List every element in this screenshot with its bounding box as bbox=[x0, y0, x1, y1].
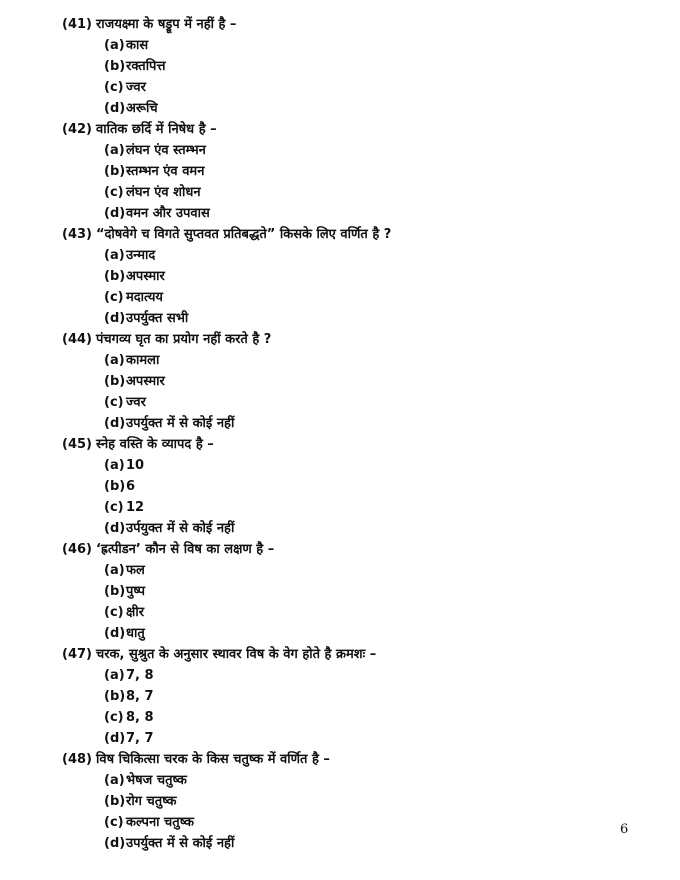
option-list bbox=[104, 140, 622, 224]
option-letter: (c) bbox=[104, 185, 124, 200]
answer-option bbox=[104, 791, 622, 812]
question-block bbox=[62, 539, 622, 644]
option-text: अपस्मार bbox=[126, 374, 165, 389]
answer-option bbox=[104, 413, 622, 434]
option-letter: (c) bbox=[104, 395, 124, 410]
option-text: 7, 7 bbox=[126, 731, 154, 746]
question-number: (46) bbox=[62, 542, 92, 557]
answer-option bbox=[104, 770, 622, 791]
option-text: उर्पयुक्त में से कोई नहीं bbox=[126, 521, 235, 536]
answer-option bbox=[104, 203, 622, 224]
option-list bbox=[104, 350, 622, 434]
option-letter: (a) bbox=[104, 143, 125, 158]
question-block bbox=[62, 749, 622, 854]
answer-option bbox=[104, 812, 622, 833]
answer-option bbox=[104, 560, 622, 581]
option-letter: (d) bbox=[104, 731, 126, 746]
answer-option bbox=[104, 455, 622, 476]
answer-option bbox=[104, 665, 622, 686]
question-stem bbox=[62, 119, 622, 140]
question-stem bbox=[62, 329, 622, 350]
option-letter: (b) bbox=[104, 479, 126, 494]
option-letter: (d) bbox=[104, 416, 126, 431]
option-list bbox=[104, 35, 622, 119]
answer-option bbox=[104, 728, 622, 749]
option-text: उपर्युक्त में से कोई नहीं bbox=[126, 416, 235, 431]
option-letter: (b) bbox=[104, 689, 126, 704]
option-text: क्षीर bbox=[126, 605, 145, 620]
answer-option bbox=[104, 392, 622, 413]
question-list bbox=[62, 14, 622, 854]
question-text: राजयक्ष्मा के षड्रूप में नहीं है – bbox=[95, 17, 237, 32]
question-stem bbox=[62, 14, 622, 35]
option-text: धातु bbox=[126, 626, 145, 641]
option-letter: (b) bbox=[104, 269, 126, 284]
answer-option bbox=[104, 182, 622, 203]
option-text: रोग चतुष्क bbox=[126, 794, 177, 809]
option-letter: (a) bbox=[104, 563, 125, 578]
answer-option bbox=[104, 707, 622, 728]
answer-option bbox=[104, 140, 622, 161]
option-letter: (a) bbox=[104, 353, 125, 368]
answer-option bbox=[104, 833, 622, 854]
option-list bbox=[104, 560, 622, 644]
question-stem bbox=[62, 539, 622, 560]
question-text: स्नेह वस्ति के व्यापद है – bbox=[95, 437, 214, 452]
option-text: उन्माद bbox=[126, 248, 156, 263]
option-text: 8, 8 bbox=[126, 710, 154, 725]
option-letter: (a) bbox=[104, 248, 125, 263]
answer-option bbox=[104, 287, 622, 308]
answer-option bbox=[104, 77, 622, 98]
option-letter: (c) bbox=[104, 815, 124, 830]
option-letter: (b) bbox=[104, 164, 126, 179]
option-letter: (b) bbox=[104, 584, 126, 599]
answer-option bbox=[104, 98, 622, 119]
option-letter: (b) bbox=[104, 59, 126, 74]
question-number: (41) bbox=[62, 17, 92, 32]
option-text: 7, 8 bbox=[126, 668, 154, 683]
question-number: (45) bbox=[62, 437, 92, 452]
option-text: उपर्युक्त में से कोई नहीं bbox=[126, 836, 235, 851]
option-letter: (a) bbox=[104, 38, 125, 53]
option-text: 10 bbox=[126, 458, 145, 473]
question-block bbox=[62, 644, 622, 749]
question-block bbox=[62, 329, 622, 434]
option-text: कास bbox=[126, 38, 149, 53]
option-text: रक्तपित्त bbox=[126, 59, 166, 74]
option-letter: (d) bbox=[104, 626, 126, 641]
question-block bbox=[62, 434, 622, 539]
option-letter: (a) bbox=[104, 773, 125, 788]
option-letter: (c) bbox=[104, 290, 124, 305]
question-stem bbox=[62, 434, 622, 455]
question-number: (47) bbox=[62, 647, 92, 662]
option-text: अपस्मार bbox=[126, 269, 165, 284]
option-text: 6 bbox=[126, 479, 136, 494]
answer-option bbox=[104, 161, 622, 182]
answer-option bbox=[104, 245, 622, 266]
answer-option bbox=[104, 350, 622, 371]
answer-option bbox=[104, 56, 622, 77]
question-number: (43) bbox=[62, 227, 92, 242]
option-list bbox=[104, 245, 622, 329]
answer-option bbox=[104, 266, 622, 287]
question-text: विष चिकित्सा चरक के किस चतुष्क में वर्णित है – bbox=[95, 752, 330, 767]
question-number: (42) bbox=[62, 122, 92, 137]
answer-option bbox=[104, 581, 622, 602]
option-letter: (d) bbox=[104, 311, 126, 326]
option-letter: (b) bbox=[104, 794, 126, 809]
option-text: उपर्युक्त सभी bbox=[126, 311, 189, 326]
option-text: स्तम्भन एंव वमन bbox=[126, 164, 205, 179]
option-letter: (d) bbox=[104, 206, 126, 221]
option-list bbox=[104, 455, 622, 539]
option-letter: (c) bbox=[104, 500, 124, 515]
option-text: कल्पना चतुष्क bbox=[126, 815, 195, 830]
question-stem bbox=[62, 224, 622, 245]
question-text: पंचगव्य घृत का प्रयोग नहीं करते है ? bbox=[95, 332, 272, 347]
option-list bbox=[104, 770, 622, 854]
question-block bbox=[62, 119, 622, 224]
option-letter: (d) bbox=[104, 101, 126, 116]
question-stem bbox=[62, 749, 622, 770]
answer-option bbox=[104, 476, 622, 497]
option-text: ज्वर bbox=[126, 395, 146, 410]
option-text: अरूचि bbox=[126, 101, 158, 116]
option-text: 8, 7 bbox=[126, 689, 154, 704]
option-text: मदात्यय bbox=[126, 290, 163, 305]
question-text: वातिक छर्दि में निषेध है – bbox=[95, 122, 217, 137]
question-number: (44) bbox=[62, 332, 92, 347]
question-block bbox=[62, 224, 622, 329]
option-text: फल bbox=[126, 563, 145, 578]
answer-option bbox=[104, 623, 622, 644]
page-number: 6 bbox=[620, 822, 629, 837]
question-text: “दोषवेगे च विगते सुप्तवत प्रतिबद्धते” किसके लिए वर्णित है ? bbox=[95, 227, 392, 242]
question-text: ‘ह्रत्पीडन’ कौन से विष का लक्षण है – bbox=[95, 542, 275, 557]
option-text: लंघन एंव शोधन bbox=[126, 185, 201, 200]
question-number: (48) bbox=[62, 752, 92, 767]
option-letter: (b) bbox=[104, 374, 126, 389]
answer-option bbox=[104, 35, 622, 56]
option-letter: (c) bbox=[104, 605, 124, 620]
option-letter: (a) bbox=[104, 668, 125, 683]
answer-option bbox=[104, 371, 622, 392]
option-list bbox=[104, 665, 622, 749]
option-letter: (a) bbox=[104, 458, 125, 473]
option-letter: (d) bbox=[104, 521, 126, 536]
option-text: भेषज चतुष्क bbox=[126, 773, 187, 788]
answer-option bbox=[104, 518, 622, 539]
option-text: लंघन एंव स्तम्भन bbox=[126, 143, 206, 158]
option-text: पुष्प bbox=[126, 584, 145, 599]
option-letter: (c) bbox=[104, 710, 124, 725]
answer-option bbox=[104, 602, 622, 623]
option-text: 12 bbox=[126, 500, 145, 515]
option-letter: (c) bbox=[104, 80, 124, 95]
option-letter: (d) bbox=[104, 836, 126, 851]
question-text: चरक, सुश्रुत के अनुसार स्थावर विष के वेग होते है क्रमशः – bbox=[95, 647, 377, 662]
answer-option bbox=[104, 686, 622, 707]
question-block bbox=[62, 14, 622, 119]
option-text: ज्वर bbox=[126, 80, 146, 95]
answer-option bbox=[104, 308, 622, 329]
answer-option bbox=[104, 497, 622, 518]
option-text: वमन और उपवास bbox=[126, 206, 210, 221]
option-text: कामला bbox=[126, 353, 160, 368]
question-stem bbox=[62, 644, 622, 665]
